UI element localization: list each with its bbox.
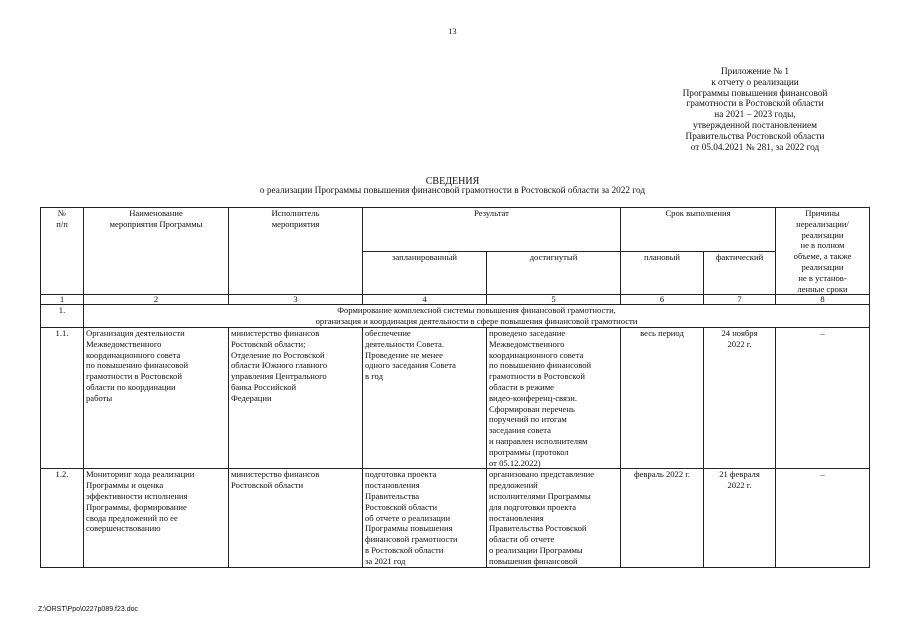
column-number-row <box>41 295 870 305</box>
header-executor: Исполнитель мероприятия <box>229 208 363 295</box>
header-deadline-plan: плановый <box>621 251 704 295</box>
row-name: Организация деятельности Межведомственного координационного совета по повышению финансовой грамотности в Ростовской области по координации работы <box>84 327 229 468</box>
row-plan-date: весь период <box>621 327 704 468</box>
column-number: 6 <box>621 295 704 305</box>
appendix-line: Правительства Ростовской области <box>685 131 825 142</box>
header-result: Результат <box>363 208 621 252</box>
appendix-line: Программы повышения финансовой <box>682 88 828 99</box>
column-number: 4 <box>363 295 487 305</box>
column-number: 3 <box>229 295 363 305</box>
row-reason: – <box>776 469 870 567</box>
appendix-line: к отчету о реализации <box>711 77 799 88</box>
page-number: 13 <box>448 27 457 36</box>
column-number: 1 <box>41 295 84 305</box>
row-executor: министерство финансов Ростовской области; Отделение по Ростовской области Южного главного управления Центрального банка Российской Федерации <box>229 327 363 468</box>
appendix-line: Приложение № 1 <box>720 67 790 77</box>
appendix-block <box>655 67 855 153</box>
row-name: Мониторинг хода реализации Программы и оценка эффективности исполнения Программы, формирование свода предложений по ее совершенствованию <box>84 469 229 567</box>
row-reason: – <box>776 327 870 468</box>
row-plan-date: февраль 2022 г. <box>621 469 704 567</box>
row-executor: министерство финансов Ростовской области <box>229 469 363 567</box>
row-planned: подготовка проекта постановления Правительства Ростовской области об отчете о реализации Программы повышения финансовой грамотности в Ростовской области за 2021 год <box>363 469 487 567</box>
report-table <box>40 207 870 568</box>
header-no: № п/п <box>41 208 84 295</box>
row-fact-date: 24 ноября 2022 г. <box>704 327 776 468</box>
row-fact-date: 21 февраля 2022 г. <box>704 469 776 567</box>
document-title: СВЕДЕНИЯ <box>425 176 480 187</box>
header-reasons: Причины нереализации/ реализации не в полном объеме, а также реализации не в установ- ленные сроки <box>776 208 870 295</box>
appendix-line: на 2021 – 2023 годы, <box>714 110 796 121</box>
section-number: 1. <box>41 305 84 328</box>
column-number: 7 <box>704 295 776 305</box>
column-number: 2 <box>84 295 229 305</box>
header-row-1 <box>41 208 870 252</box>
document-subtitle: о реализации Программы повышения финансовой грамотности в Ростовской области за 2022 год <box>259 186 646 196</box>
header-deadline: Срок выполнения <box>621 208 776 252</box>
section-row <box>41 305 870 328</box>
column-number: 8 <box>776 295 870 305</box>
table-row <box>41 469 870 567</box>
row-planned: обеспечение деятельности Совета. Проведение не менее одного заседания Совета в год <box>363 327 487 468</box>
column-number: 5 <box>487 295 621 305</box>
row-achieved: проведено заседание Межведомственного координационного совета по повышению финансовой грамотности в Ростовской области в режиме видео-конференц-связи. Сформирован перечень поручений по итогам заседания совета и направлен исполнителям программы (протокол от 05.12.2022) <box>487 327 621 468</box>
header-deadline-fact: фактический <box>704 251 776 295</box>
header-planned: запланированный <box>363 251 487 295</box>
row-achieved: организовано представление предложений исполнителями Программы для подготовки проекта постановления Правительства Ростовской области об отчете о реализации Программы повышения финансовой <box>487 469 621 567</box>
section-title: Формирование комплексной системы повышения финансовой грамотности, организация и координация деятельности в сфере повышения финансовой грамотности <box>84 305 870 328</box>
row-number: 1.1. <box>41 327 84 468</box>
header-name: Наименование мероприятия Программы <box>84 208 229 295</box>
table-row <box>41 327 870 468</box>
row-number: 1.2. <box>41 469 84 567</box>
appendix-line: грамотности в Ростовской области <box>686 99 824 110</box>
appendix-line: утвержденной постановлением <box>693 120 817 131</box>
appendix-line: от 05.04.2021 № 281, за 2022 год <box>690 142 820 153</box>
file-path-footer: Z:\ORST\Ppo\0227p089.f23.doc <box>38 606 139 613</box>
header-achieved: достигнутый <box>487 251 621 295</box>
